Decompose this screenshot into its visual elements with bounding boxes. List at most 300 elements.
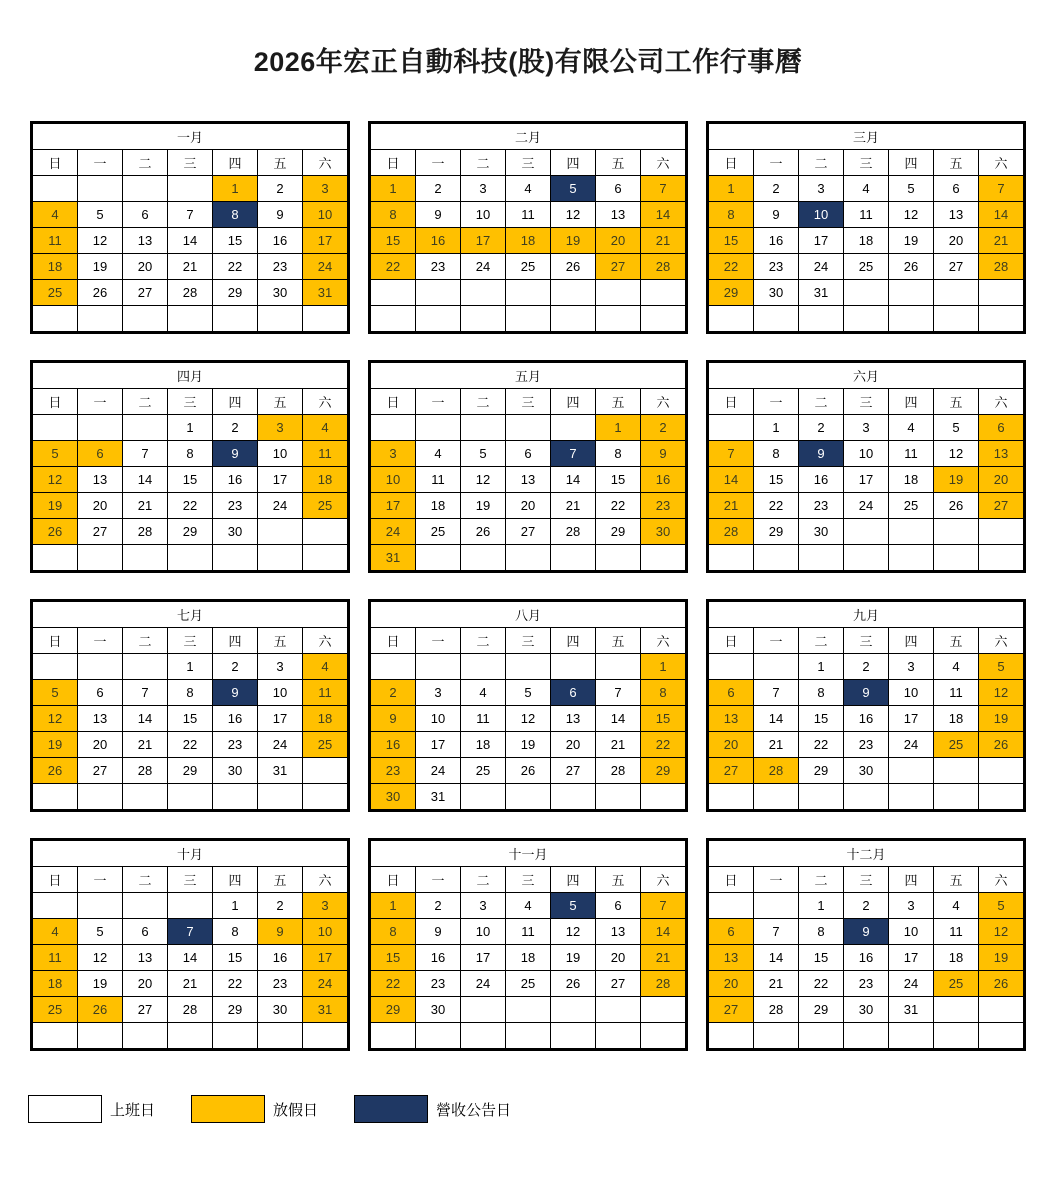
day-cell[interactable]: 4 (506, 893, 551, 919)
day-cell[interactable]: 25 (33, 280, 78, 306)
day-cell[interactable]: 14 (168, 228, 213, 254)
day-cell[interactable]: 27 (78, 758, 123, 784)
day-cell[interactable]: 27 (123, 997, 168, 1023)
day-cell[interactable]: 15 (754, 467, 799, 493)
day-cell[interactable]: 25 (844, 254, 889, 280)
day-cell[interactable]: 26 (78, 280, 123, 306)
day-cell[interactable]: 19 (506, 732, 551, 758)
day-cell[interactable]: 29 (641, 758, 686, 784)
day-cell[interactable]: 26 (33, 519, 78, 545)
day-cell[interactable]: 13 (123, 228, 168, 254)
day-cell[interactable]: 8 (709, 202, 754, 228)
day-cell[interactable]: 26 (979, 732, 1024, 758)
day-cell[interactable]: 23 (844, 732, 889, 758)
day-cell[interactable]: 4 (303, 654, 348, 680)
day-cell[interactable]: 26 (889, 254, 934, 280)
day-cell[interactable]: 19 (889, 228, 934, 254)
day-cell[interactable]: 6 (709, 919, 754, 945)
day-cell[interactable]: 25 (416, 519, 461, 545)
day-cell[interactable]: 28 (979, 254, 1024, 280)
day-cell[interactable]: 12 (551, 919, 596, 945)
day-cell[interactable]: 17 (416, 732, 461, 758)
day-cell[interactable]: 23 (641, 493, 686, 519)
day-cell[interactable]: 22 (371, 971, 416, 997)
day-cell[interactable]: 2 (213, 654, 258, 680)
day-cell[interactable]: 17 (371, 493, 416, 519)
day-cell[interactable]: 13 (551, 706, 596, 732)
day-cell[interactable]: 29 (168, 758, 213, 784)
day-cell[interactable]: 22 (754, 493, 799, 519)
day-cell[interactable]: 28 (123, 519, 168, 545)
day-cell[interactable]: 16 (258, 228, 303, 254)
day-cell[interactable]: 24 (303, 254, 348, 280)
day-cell[interactable]: 7 (123, 441, 168, 467)
day-cell[interactable]: 4 (934, 893, 979, 919)
day-cell[interactable]: 2 (844, 654, 889, 680)
day-cell[interactable]: 22 (641, 732, 686, 758)
day-cell[interactable]: 27 (596, 254, 641, 280)
day-cell[interactable]: 21 (754, 732, 799, 758)
day-cell[interactable]: 13 (596, 919, 641, 945)
day-cell[interactable]: 27 (551, 758, 596, 784)
day-cell[interactable]: 5 (78, 202, 123, 228)
day-cell[interactable]: 6 (551, 680, 596, 706)
day-cell[interactable]: 8 (168, 441, 213, 467)
day-cell[interactable]: 24 (371, 519, 416, 545)
day-cell[interactable]: 19 (979, 945, 1024, 971)
day-cell[interactable]: 23 (844, 971, 889, 997)
day-cell[interactable]: 14 (551, 467, 596, 493)
day-cell[interactable]: 26 (934, 493, 979, 519)
day-cell[interactable]: 26 (551, 254, 596, 280)
day-cell[interactable]: 16 (258, 945, 303, 971)
day-cell[interactable]: 16 (213, 706, 258, 732)
day-cell[interactable]: 11 (934, 919, 979, 945)
day-cell[interactable]: 24 (889, 971, 934, 997)
day-cell[interactable]: 1 (799, 893, 844, 919)
day-cell[interactable]: 23 (799, 493, 844, 519)
day-cell[interactable]: 31 (303, 280, 348, 306)
day-cell[interactable]: 30 (416, 997, 461, 1023)
day-cell[interactable]: 27 (123, 280, 168, 306)
day-cell[interactable]: 4 (416, 441, 461, 467)
day-cell[interactable]: 25 (33, 997, 78, 1023)
day-cell[interactable]: 28 (168, 280, 213, 306)
day-cell[interactable]: 9 (641, 441, 686, 467)
day-cell[interactable]: 25 (934, 732, 979, 758)
day-cell[interactable]: 30 (371, 784, 416, 810)
day-cell[interactable]: 25 (303, 732, 348, 758)
day-cell[interactable]: 10 (799, 202, 844, 228)
day-cell[interactable]: 12 (461, 467, 506, 493)
day-cell[interactable]: 11 (844, 202, 889, 228)
day-cell[interactable]: 9 (416, 919, 461, 945)
day-cell[interactable]: 10 (889, 680, 934, 706)
day-cell[interactable]: 19 (551, 228, 596, 254)
day-cell[interactable]: 12 (979, 680, 1024, 706)
day-cell[interactable]: 11 (33, 228, 78, 254)
day-cell[interactable]: 13 (596, 202, 641, 228)
day-cell[interactable]: 9 (754, 202, 799, 228)
day-cell[interactable]: 19 (934, 467, 979, 493)
day-cell[interactable]: 18 (889, 467, 934, 493)
day-cell[interactable]: 3 (303, 176, 348, 202)
day-cell[interactable]: 3 (844, 415, 889, 441)
day-cell[interactable]: 17 (303, 228, 348, 254)
day-cell[interactable]: 14 (709, 467, 754, 493)
day-cell[interactable]: 14 (979, 202, 1024, 228)
day-cell[interactable]: 16 (416, 228, 461, 254)
day-cell[interactable]: 30 (641, 519, 686, 545)
day-cell[interactable]: 16 (371, 732, 416, 758)
day-cell[interactable]: 12 (33, 467, 78, 493)
day-cell[interactable]: 7 (641, 176, 686, 202)
day-cell[interactable]: 3 (461, 893, 506, 919)
day-cell[interactable]: 11 (506, 919, 551, 945)
day-cell[interactable]: 18 (934, 706, 979, 732)
day-cell[interactable]: 25 (303, 493, 348, 519)
day-cell[interactable]: 8 (213, 919, 258, 945)
day-cell[interactable]: 28 (641, 254, 686, 280)
day-cell[interactable]: 6 (934, 176, 979, 202)
day-cell[interactable]: 29 (371, 997, 416, 1023)
day-cell[interactable]: 6 (506, 441, 551, 467)
day-cell[interactable]: 27 (709, 997, 754, 1023)
day-cell[interactable]: 28 (123, 758, 168, 784)
day-cell[interactable]: 26 (33, 758, 78, 784)
day-cell[interactable]: 29 (709, 280, 754, 306)
day-cell[interactable]: 5 (934, 415, 979, 441)
day-cell[interactable]: 15 (799, 706, 844, 732)
day-cell[interactable]: 7 (123, 680, 168, 706)
day-cell[interactable]: 7 (168, 202, 213, 228)
day-cell[interactable]: 1 (213, 893, 258, 919)
day-cell[interactable]: 19 (33, 732, 78, 758)
day-cell[interactable]: 27 (596, 971, 641, 997)
day-cell[interactable]: 18 (33, 254, 78, 280)
day-cell[interactable]: 21 (168, 254, 213, 280)
day-cell[interactable]: 29 (213, 280, 258, 306)
day-cell[interactable]: 30 (258, 280, 303, 306)
day-cell[interactable]: 25 (506, 254, 551, 280)
day-cell[interactable]: 27 (979, 493, 1024, 519)
day-cell[interactable]: 19 (461, 493, 506, 519)
day-cell[interactable]: 6 (709, 680, 754, 706)
day-cell[interactable]: 10 (258, 680, 303, 706)
day-cell[interactable]: 1 (709, 176, 754, 202)
day-cell[interactable]: 23 (213, 493, 258, 519)
day-cell[interactable]: 21 (641, 945, 686, 971)
day-cell[interactable]: 13 (979, 441, 1024, 467)
day-cell[interactable]: 2 (844, 893, 889, 919)
day-cell[interactable]: 13 (506, 467, 551, 493)
day-cell[interactable]: 16 (754, 228, 799, 254)
day-cell[interactable]: 7 (641, 893, 686, 919)
day-cell[interactable]: 18 (506, 228, 551, 254)
day-cell[interactable]: 2 (641, 415, 686, 441)
day-cell[interactable]: 11 (934, 680, 979, 706)
day-cell[interactable]: 19 (551, 945, 596, 971)
day-cell[interactable]: 26 (506, 758, 551, 784)
day-cell[interactable]: 3 (799, 176, 844, 202)
day-cell[interactable]: 23 (371, 758, 416, 784)
day-cell[interactable]: 21 (123, 493, 168, 519)
day-cell[interactable]: 7 (754, 919, 799, 945)
day-cell[interactable]: 30 (799, 519, 844, 545)
day-cell[interactable]: 7 (596, 680, 641, 706)
day-cell[interactable]: 19 (979, 706, 1024, 732)
day-cell[interactable]: 24 (844, 493, 889, 519)
day-cell[interactable]: 12 (551, 202, 596, 228)
day-cell[interactable]: 17 (844, 467, 889, 493)
day-cell[interactable]: 29 (168, 519, 213, 545)
day-cell[interactable]: 22 (168, 732, 213, 758)
day-cell[interactable]: 5 (551, 176, 596, 202)
day-cell[interactable]: 4 (934, 654, 979, 680)
day-cell[interactable]: 29 (754, 519, 799, 545)
day-cell[interactable]: 17 (258, 706, 303, 732)
day-cell[interactable]: 12 (33, 706, 78, 732)
day-cell[interactable]: 1 (596, 415, 641, 441)
day-cell[interactable]: 18 (416, 493, 461, 519)
day-cell[interactable]: 20 (979, 467, 1024, 493)
day-cell[interactable]: 4 (33, 919, 78, 945)
day-cell[interactable]: 12 (979, 919, 1024, 945)
day-cell[interactable]: 8 (754, 441, 799, 467)
day-cell[interactable]: 3 (889, 893, 934, 919)
day-cell[interactable]: 18 (506, 945, 551, 971)
day-cell[interactable]: 15 (168, 467, 213, 493)
day-cell[interactable]: 16 (213, 467, 258, 493)
day-cell[interactable]: 12 (78, 945, 123, 971)
day-cell[interactable]: 21 (754, 971, 799, 997)
day-cell[interactable]: 31 (303, 997, 348, 1023)
day-cell[interactable]: 30 (844, 997, 889, 1023)
day-cell[interactable]: 19 (78, 254, 123, 280)
day-cell[interactable]: 10 (303, 919, 348, 945)
day-cell[interactable]: 21 (596, 732, 641, 758)
day-cell[interactable]: 1 (168, 654, 213, 680)
day-cell[interactable]: 24 (416, 758, 461, 784)
day-cell[interactable]: 26 (551, 971, 596, 997)
day-cell[interactable]: 30 (258, 997, 303, 1023)
day-cell[interactable]: 11 (461, 706, 506, 732)
day-cell[interactable]: 17 (889, 706, 934, 732)
day-cell[interactable]: 22 (371, 254, 416, 280)
day-cell[interactable]: 19 (33, 493, 78, 519)
day-cell[interactable]: 7 (754, 680, 799, 706)
day-cell[interactable]: 3 (889, 654, 934, 680)
day-cell[interactable]: 9 (799, 441, 844, 467)
day-cell[interactable]: 12 (78, 228, 123, 254)
day-cell[interactable]: 21 (551, 493, 596, 519)
day-cell[interactable]: 29 (596, 519, 641, 545)
day-cell[interactable]: 4 (889, 415, 934, 441)
day-cell[interactable]: 24 (303, 971, 348, 997)
day-cell[interactable]: 7 (168, 919, 213, 945)
day-cell[interactable]: 2 (754, 176, 799, 202)
day-cell[interactable]: 15 (213, 228, 258, 254)
day-cell[interactable]: 4 (844, 176, 889, 202)
day-cell[interactable]: 2 (258, 176, 303, 202)
day-cell[interactable]: 30 (754, 280, 799, 306)
day-cell[interactable]: 1 (371, 176, 416, 202)
day-cell[interactable]: 19 (78, 971, 123, 997)
day-cell[interactable]: 6 (78, 441, 123, 467)
day-cell[interactable]: 20 (78, 493, 123, 519)
day-cell[interactable]: 20 (709, 732, 754, 758)
day-cell[interactable]: 13 (709, 945, 754, 971)
day-cell[interactable]: 6 (123, 919, 168, 945)
day-cell[interactable]: 25 (506, 971, 551, 997)
day-cell[interactable]: 1 (641, 654, 686, 680)
day-cell[interactable]: 23 (258, 254, 303, 280)
day-cell[interactable]: 2 (416, 176, 461, 202)
day-cell[interactable]: 28 (709, 519, 754, 545)
day-cell[interactable]: 16 (799, 467, 844, 493)
day-cell[interactable]: 4 (461, 680, 506, 706)
day-cell[interactable]: 1 (799, 654, 844, 680)
day-cell[interactable]: 28 (551, 519, 596, 545)
day-cell[interactable]: 20 (934, 228, 979, 254)
day-cell[interactable]: 5 (506, 680, 551, 706)
day-cell[interactable]: 24 (258, 493, 303, 519)
day-cell[interactable]: 15 (213, 945, 258, 971)
day-cell[interactable]: 11 (506, 202, 551, 228)
day-cell[interactable]: 31 (416, 784, 461, 810)
day-cell[interactable]: 24 (461, 971, 506, 997)
day-cell[interactable]: 2 (799, 415, 844, 441)
day-cell[interactable]: 13 (78, 467, 123, 493)
day-cell[interactable]: 15 (799, 945, 844, 971)
day-cell[interactable]: 9 (844, 919, 889, 945)
day-cell[interactable]: 22 (168, 493, 213, 519)
day-cell[interactable]: 1 (213, 176, 258, 202)
day-cell[interactable]: 6 (123, 202, 168, 228)
day-cell[interactable]: 27 (709, 758, 754, 784)
day-cell[interactable]: 25 (889, 493, 934, 519)
day-cell[interactable]: 12 (934, 441, 979, 467)
day-cell[interactable]: 17 (303, 945, 348, 971)
day-cell[interactable]: 14 (641, 202, 686, 228)
day-cell[interactable]: 15 (596, 467, 641, 493)
day-cell[interactable]: 20 (596, 228, 641, 254)
day-cell[interactable]: 22 (596, 493, 641, 519)
day-cell[interactable]: 14 (754, 706, 799, 732)
day-cell[interactable]: 6 (979, 415, 1024, 441)
day-cell[interactable]: 10 (844, 441, 889, 467)
day-cell[interactable]: 11 (303, 680, 348, 706)
day-cell[interactable]: 28 (596, 758, 641, 784)
day-cell[interactable]: 20 (123, 971, 168, 997)
day-cell[interactable]: 10 (461, 202, 506, 228)
day-cell[interactable]: 13 (934, 202, 979, 228)
day-cell[interactable]: 3 (416, 680, 461, 706)
day-cell[interactable]: 16 (416, 945, 461, 971)
day-cell[interactable]: 27 (78, 519, 123, 545)
day-cell[interactable]: 17 (889, 945, 934, 971)
day-cell[interactable]: 10 (371, 467, 416, 493)
day-cell[interactable]: 5 (33, 441, 78, 467)
day-cell[interactable]: 16 (844, 706, 889, 732)
day-cell[interactable]: 24 (799, 254, 844, 280)
day-cell[interactable]: 4 (506, 176, 551, 202)
day-cell[interactable]: 16 (641, 467, 686, 493)
day-cell[interactable]: 9 (258, 202, 303, 228)
day-cell[interactable]: 22 (709, 254, 754, 280)
day-cell[interactable]: 18 (33, 971, 78, 997)
day-cell[interactable]: 6 (596, 893, 641, 919)
day-cell[interactable]: 12 (889, 202, 934, 228)
day-cell[interactable]: 9 (844, 680, 889, 706)
day-cell[interactable]: 26 (979, 971, 1024, 997)
day-cell[interactable]: 5 (551, 893, 596, 919)
day-cell[interactable]: 15 (371, 228, 416, 254)
day-cell[interactable]: 15 (641, 706, 686, 732)
day-cell[interactable]: 25 (461, 758, 506, 784)
day-cell[interactable]: 14 (123, 467, 168, 493)
day-cell[interactable]: 5 (979, 654, 1024, 680)
day-cell[interactable]: 5 (889, 176, 934, 202)
day-cell[interactable]: 25 (934, 971, 979, 997)
day-cell[interactable]: 18 (934, 945, 979, 971)
day-cell[interactable]: 21 (123, 732, 168, 758)
day-cell[interactable]: 8 (596, 441, 641, 467)
day-cell[interactable]: 2 (416, 893, 461, 919)
day-cell[interactable]: 15 (168, 706, 213, 732)
day-cell[interactable]: 15 (709, 228, 754, 254)
day-cell[interactable]: 13 (709, 706, 754, 732)
day-cell[interactable]: 21 (641, 228, 686, 254)
day-cell[interactable]: 8 (213, 202, 258, 228)
day-cell[interactable]: 30 (213, 758, 258, 784)
day-cell[interactable]: 13 (123, 945, 168, 971)
day-cell[interactable]: 29 (799, 758, 844, 784)
day-cell[interactable]: 7 (979, 176, 1024, 202)
day-cell[interactable]: 8 (371, 202, 416, 228)
day-cell[interactable]: 9 (213, 680, 258, 706)
day-cell[interactable]: 20 (709, 971, 754, 997)
day-cell[interactable]: 9 (258, 919, 303, 945)
day-cell[interactable]: 5 (78, 919, 123, 945)
day-cell[interactable]: 24 (461, 254, 506, 280)
day-cell[interactable]: 17 (461, 945, 506, 971)
day-cell[interactable]: 11 (303, 441, 348, 467)
day-cell[interactable]: 2 (371, 680, 416, 706)
day-cell[interactable]: 10 (889, 919, 934, 945)
day-cell[interactable]: 11 (889, 441, 934, 467)
day-cell[interactable]: 22 (799, 971, 844, 997)
day-cell[interactable]: 26 (461, 519, 506, 545)
day-cell[interactable]: 3 (258, 654, 303, 680)
day-cell[interactable]: 31 (371, 545, 416, 571)
day-cell[interactable]: 23 (754, 254, 799, 280)
day-cell[interactable]: 17 (461, 228, 506, 254)
day-cell[interactable]: 10 (258, 441, 303, 467)
day-cell[interactable]: 21 (709, 493, 754, 519)
day-cell[interactable]: 31 (889, 997, 934, 1023)
day-cell[interactable]: 28 (754, 758, 799, 784)
day-cell[interactable]: 10 (461, 919, 506, 945)
day-cell[interactable]: 10 (303, 202, 348, 228)
day-cell[interactable]: 6 (596, 176, 641, 202)
day-cell[interactable]: 3 (371, 441, 416, 467)
day-cell[interactable]: 3 (461, 176, 506, 202)
day-cell[interactable]: 14 (641, 919, 686, 945)
day-cell[interactable]: 1 (168, 415, 213, 441)
day-cell[interactable]: 9 (416, 202, 461, 228)
day-cell[interactable]: 29 (213, 997, 258, 1023)
